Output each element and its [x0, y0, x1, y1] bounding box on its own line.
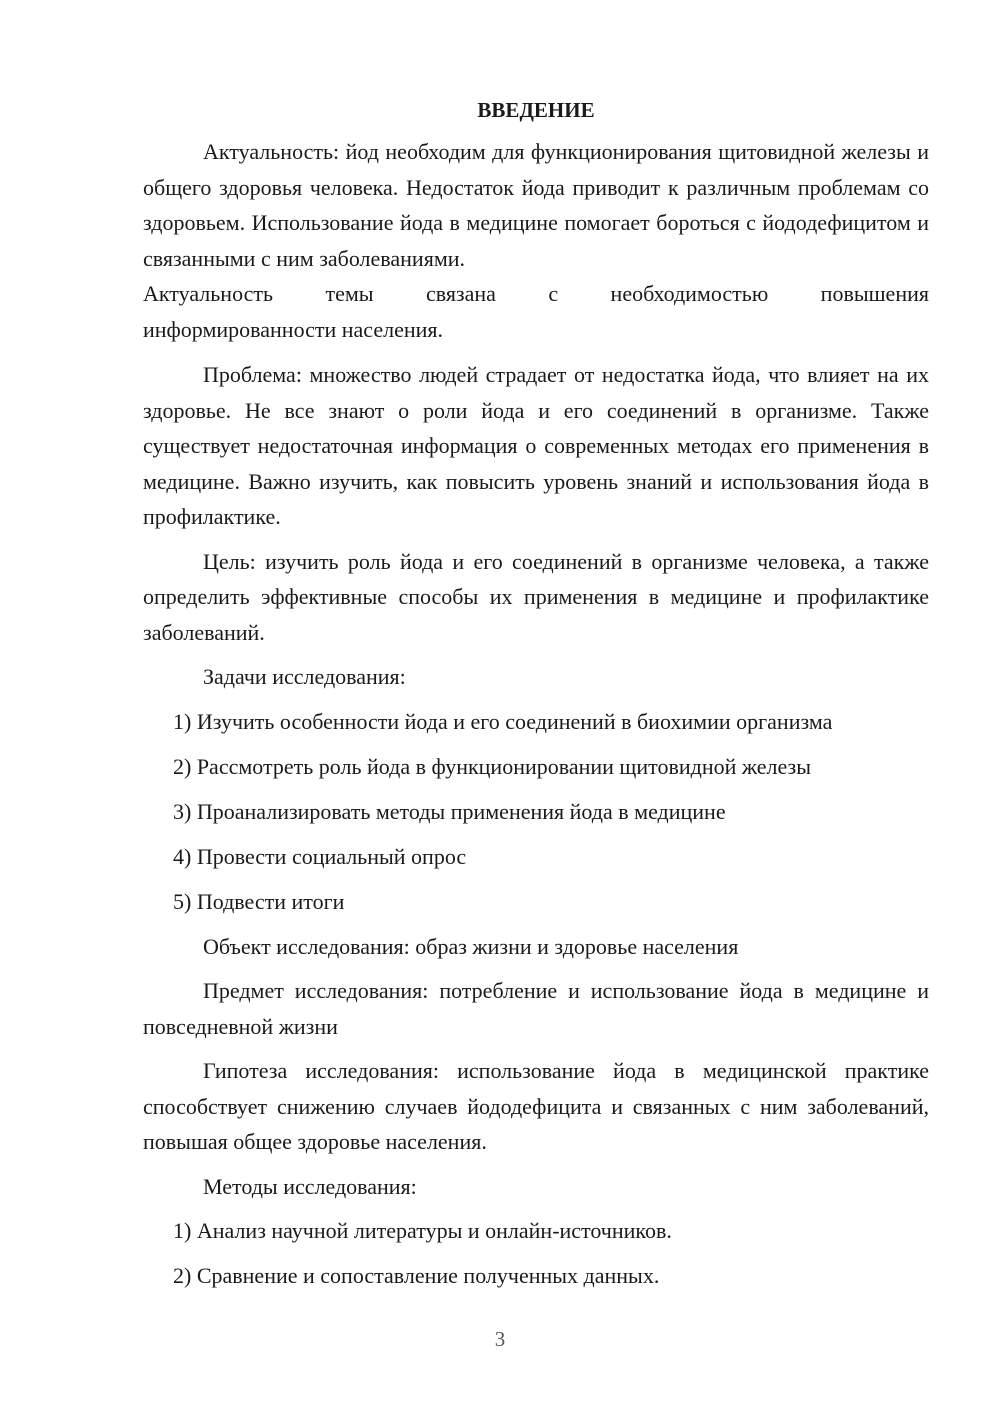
- goal-paragraph: Цель: изучить роль йода и его соединений в организме человека, а также определить эффективные способы их применения в медицине и профилактике заболеваний.: [143, 548, 929, 645]
- task-item: 3) Проанализировать методы применения йода в медицине: [173, 798, 726, 824]
- relevance-paragraph: [143, 134, 929, 276]
- task-item: 5) Подвести итоги: [173, 888, 345, 914]
- task-item: 2) Рассмотреть роль йода в функционировании щитовидной железы: [173, 753, 812, 779]
- hypothesis-paragraph: Гипотеза исследования: использование йода в медицинской практике способствует снижению случаев йододефицита и связанных с ним заболеваний, повышая общее здоровье населения.: [143, 1058, 929, 1154]
- relevance-final-line: информированности населения.: [143, 316, 444, 342]
- tasks-heading: Задачи исследования:: [203, 664, 406, 689]
- method-item: 2) Сравнение и сопоставление полученных данных.: [173, 1263, 660, 1288]
- document-page: [143, 96, 929, 1303]
- problem-paragraph: Проблема: множество людей страдает от недостатка йода, что влияет на их здоровье. Не все знают о роли йода и его соединений в организме. Также существует недостаточная информация о современных методах его применения в медицине. Важно изучить, как повысить уровень знаний и использования йода в профилактике.: [143, 362, 929, 529]
- relevance-tail-line: [143, 276, 929, 312]
- page-number: 3: [494, 1327, 506, 1351]
- relevance-tail-text: Актуальность темы связана с необходимостью повышения: [143, 281, 929, 306]
- subject-paragraph: Предмет исследования: потребление и использование йода в медицине и повседневной жизни: [143, 978, 929, 1039]
- methods-heading: Методы исследования:: [203, 1173, 417, 1199]
- relevance-text: Актуальность: йод необходим для функционирования щитовидной железы и общего здоровья человека. Недостаток йода приводит к различным проблемам со здоровьем. Использование йода в медицине помогает бороться с йододефицитом и связанными с ним заболеваниями.: [143, 139, 929, 271]
- task-item: 4) Провести социальный опрос: [173, 843, 467, 869]
- section-title: ВВЕДЕНИЕ: [477, 98, 595, 122]
- task-item: 1) Изучить особенности йода и его соединений в биохимии организма: [173, 708, 833, 734]
- object-line: Объект исследования: образ жизни и здоровье населения: [203, 933, 739, 959]
- method-item: 1) Анализ научной литературы и онлайн-источников.: [173, 1218, 672, 1243]
